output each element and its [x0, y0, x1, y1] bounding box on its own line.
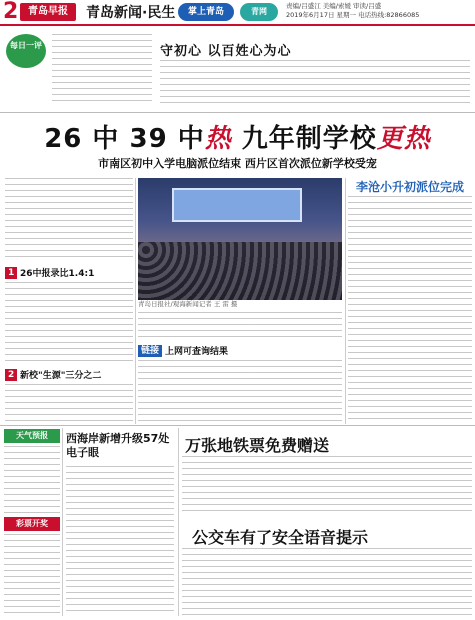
- story-metro-title[interactable]: 万张地铁票免费赠送: [185, 436, 330, 455]
- section-1-text: [5, 282, 133, 366]
- story-metro-text: [182, 456, 472, 516]
- section-2-tag: 2: [5, 369, 17, 381]
- column-divider-4: [178, 428, 179, 616]
- editor-credits: 责编/吕盛江 美编/索媛 审读/吕盛: [286, 2, 382, 10]
- section-title: 青岛新闻·民生: [86, 5, 176, 21]
- photo-screen: [172, 188, 302, 222]
- section-2-text: [5, 384, 133, 422]
- link-tag: 链接: [138, 345, 162, 357]
- story-bus-title[interactable]: 公交车有了安全语音提示: [192, 528, 369, 547]
- right-column-text: [348, 196, 472, 422]
- editorial-block: [0, 28, 475, 114]
- bottom-divider: [0, 425, 475, 426]
- lottery-results-label[interactable]: 彩票开奖: [4, 517, 60, 531]
- headline-hot1: 热: [204, 124, 232, 154]
- masthead: [0, 0, 475, 26]
- app-logo-qingwang[interactable]: 青网: [240, 3, 278, 21]
- daily-comment-badge: 每日一评: [6, 34, 46, 68]
- middle-article-text: [138, 312, 342, 342]
- headline-hot2: 更热: [376, 124, 431, 154]
- right-column-title[interactable]: 李沧小升初派位完成: [355, 180, 464, 194]
- app-logo-zhangshang[interactable]: 掌上青岛: [178, 3, 234, 21]
- paper-name-badge[interactable]: 青岛早报: [20, 3, 76, 21]
- link-title[interactable]: 上网可查询结果: [165, 347, 229, 357]
- headline-part2: 九年制学校: [231, 124, 377, 154]
- date-hotline: 2019年6月17日 星期一 电话热线:82866085: [286, 11, 420, 19]
- weather-text: [4, 446, 60, 514]
- header-info: [286, 2, 419, 20]
- weather-forecast-label[interactable]: 天气预报: [4, 429, 60, 443]
- editorial-text-body: [160, 60, 470, 108]
- link-text: [138, 360, 342, 422]
- news-photo[interactable]: [138, 178, 342, 300]
- page-number: 2: [3, 0, 19, 24]
- article-lead-text: [5, 178, 133, 262]
- story-cameras-title[interactable]: 西海岸新增升级57处电子眼: [66, 432, 170, 459]
- story-cameras-text: [66, 466, 174, 616]
- section-2-title[interactable]: 新校"生源"三分之二: [20, 371, 102, 381]
- column-divider-1: [135, 178, 136, 424]
- editorial-divider: [0, 112, 475, 113]
- section-1-title[interactable]: 26中报录比1.4:1: [20, 269, 95, 279]
- story-bus-text: [182, 548, 472, 616]
- header-rule: [0, 24, 475, 26]
- photo-crowd: [138, 242, 342, 300]
- editorial-text-left: [52, 34, 152, 104]
- subheadline: 市南区初中入学电脑派位结束 西片区首次派位新学校受宠: [98, 157, 377, 170]
- headline-part1: 26 中 39 中: [44, 124, 205, 154]
- editorial-title[interactable]: 守初心 以百姓心为心: [160, 44, 292, 59]
- main-headline[interactable]: [0, 118, 475, 155]
- column-divider-2: [345, 178, 346, 424]
- photo-caption: 青岛日报社/观海新闻记者 王 雷 摄: [138, 300, 238, 308]
- column-divider-3: [62, 428, 63, 616]
- lottery-text: [4, 534, 60, 614]
- section-1-tag: 1: [5, 267, 17, 279]
